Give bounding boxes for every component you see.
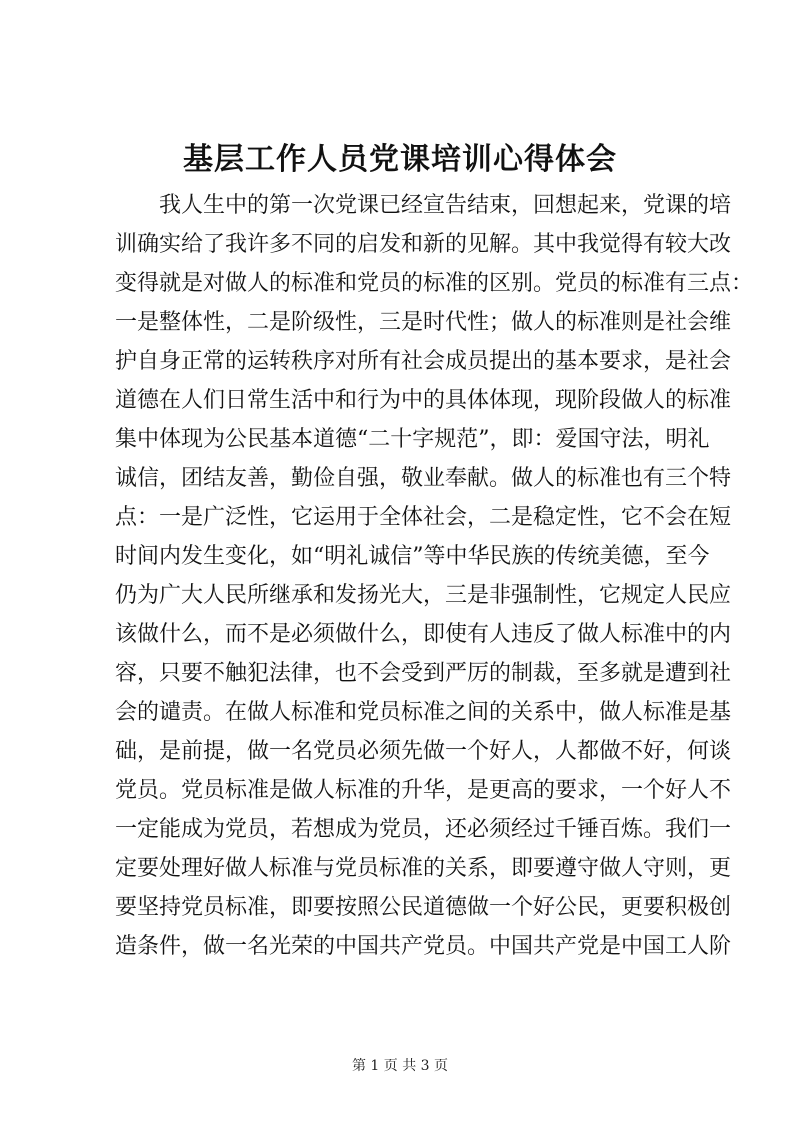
body-line: 道德在人们日常生活中和行为中的具体体现，现阶段做人的标准	[115, 388, 732, 413]
document-body	[115, 186, 754, 966]
page-number-footer: 第 1 页 共 3 页	[351, 1058, 449, 1074]
body-line: 础，是前提，做一名党员必须先做一个好人，人都做不好，何谈	[115, 739, 732, 764]
body-line: 一定能成为党员，若想成为党员，还必须经过千锤百炼。我们一	[115, 817, 732, 842]
document-title: 基层工作人员党课培训心得体会	[183, 142, 617, 177]
body-line: 会的谴责。在做人标准和党员标准之间的关系中，做人标准是基	[115, 700, 732, 725]
body-line: 变得就是对做人的标准和党员的标准的区别。党员的标准有三点：	[115, 271, 754, 296]
body-line: 造条件，做一名光荣的中国共产党员。中国共产党是中国工人阶	[115, 934, 732, 959]
body-line: 诚信，团结友善，勤俭自强，敬业奉献。做人的标准也有三个特	[115, 466, 732, 491]
body-line: 时间内发生变化，如“明礼诚信”等中华民族的传统美德，至今	[115, 544, 710, 569]
body-line: 护自身正常的运转秩序对所有社会成员提出的基本要求，是社会	[115, 349, 732, 374]
body-line: 训确实给了我许多不同的启发和新的见解。其中我觉得有较大改	[115, 232, 732, 257]
body-line: 仍为广大人民所继承和发扬光大，三是非强制性，它规定人民应	[115, 583, 732, 608]
body-line: 要坚持党员标准，即要按照公民道德做一个好公民，更要积极创	[115, 895, 732, 920]
body-line: 党员。党员标准是做人标准的升华，是更高的要求，一个好人不	[115, 778, 732, 803]
body-line: 集中体现为公民基本道德“二十字规范”，即：爱国守法，明礼	[115, 427, 710, 452]
body-line: 定要处理好做人标准与党员标准的关系，即要遵守做人守则，更	[115, 856, 732, 881]
body-line: 点：一是广泛性，它运用于全体社会，二是稳定性，它不会在短	[115, 505, 732, 530]
body-line: 该做什么，而不是必须做什么，即使有人违反了做人标准中的内	[115, 622, 732, 647]
body-line: 我人生中的第一次党课已经宣告结束，回想起来，党课的培	[115, 193, 732, 218]
body-line: 容，只要不触犯法律，也不会受到严厉的制裁，至多就是遭到社	[115, 661, 732, 686]
body-line: 一是整体性，二是阶级性，三是时代性；做人的标准则是社会维	[115, 310, 732, 335]
